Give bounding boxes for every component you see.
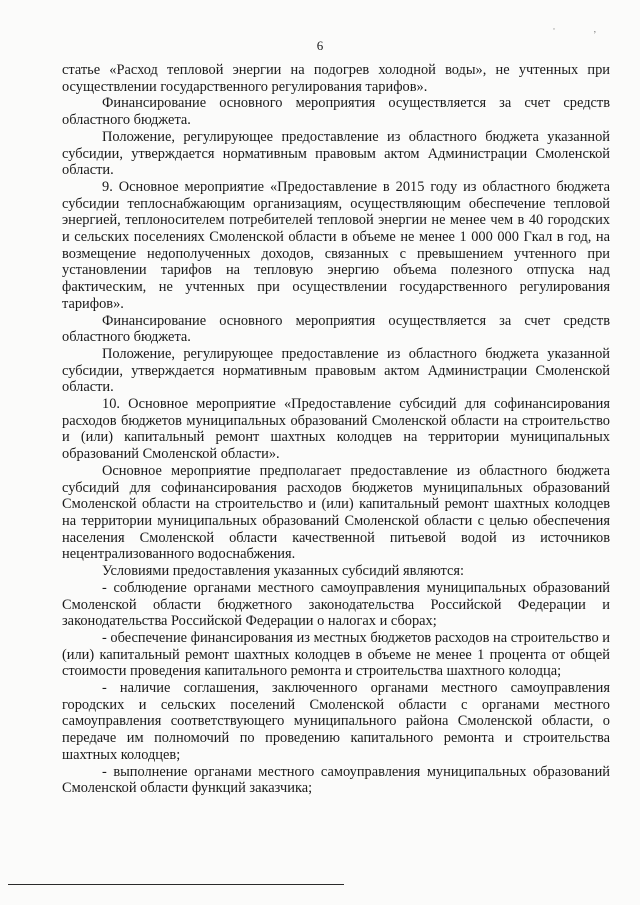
footer-rule — [8, 884, 344, 885]
paragraph-financing-2: Финансирование основного мероприятия осуществляется за счет средств областного бюджета. — [62, 312, 610, 346]
list-item-condition-3: - наличие соглашения, заключенного органами местного самоуправления городских и сельских поселений Смоленской области с органами местного самоуправления соответствующего муниципального района Смоленской области, о передаче им полномочий по проведению капитального ремонта и строительства шахтных колодцев; — [62, 680, 610, 763]
document-body — [62, 62, 610, 797]
list-item-condition-2: - обеспечение финансирования из местных бюджетов расходов на строительство и (или) капитальный ремонт шахтных колодцев в объеме не менее 1 процента от общей стоимости проведения капитального ремонта и строительства шахтного колодца; — [62, 629, 610, 680]
paragraph-conditions-heading: Условиями предоставления указанных субсидий являются: — [102, 563, 465, 580]
paragraph-regulation-2: Положение, регулирующее предоставление из областного бюджета указанной субсидии, утверждается нормативным правовым актом Администрации Смоленской области. — [62, 345, 610, 396]
page-number: 6 — [316, 38, 324, 53]
paragraph-measure-10: 10. Основное мероприятие «Предоставление субсидий для софинансирования расходов бюджетов муниципальных образований Смоленской области на строительство и (или) капитальный ремонт шахтных колодцев на территории муниципальных образований Смоленской области». — [62, 396, 610, 463]
list-item-condition-4: - выполнение органами местного самоуправления муниципальных образований Смоленской области функций заказчика; — [62, 763, 610, 797]
list-item-condition-1: - соблюдение органами местного самоуправления муниципальных образований Смоленской области бюджетного законодательства Российской Федерации и законодательства Российской Федерации о налогах и сборах; — [62, 579, 610, 630]
scan-specks: · , — [552, 24, 614, 34]
paragraph-measure-description: Основное мероприятие предполагает предоставление из областного бюджета субсидий для софинансирования расходов бюджетов муниципальных образований Смоленской области на строительство и (или) капитальный ремонт шахтных колодцев на территории муниципальных образований Смоленской области с целью обеспечения населения Смоленской области качественной питьевой водой из источников нецентрализованного водоснабжения. — [62, 462, 610, 563]
paragraph-regulation: Положение, регулирующее предоставление из областного бюджета указанной субсидии, утверждается нормативным правовым актом Администрации Смоленской области. — [62, 128, 610, 179]
paragraph-measure-9: 9. Основное мероприятие «Предоставление в 2015 году из областного бюджета субсидии теплоснабжающим организациям, осуществляющим обеспечение тепловой энергией, теплоносителем потребителей тепловой энергии не менее чем в 40 городских и сельских поселениях Смоленской области в объеме не менее 1 000 000 Гкал в год, на возмещение недополученных доходов, связанных с превышением учтенного при установлении тарифов на тепловую энергию объема полезного отпуска над фактическим, не учтенных при осуществлении государственного регулирования тарифов». — [62, 178, 610, 312]
paragraph-financing: Финансирование основного мероприятия осуществляется за счет средств областного бюджета. — [62, 95, 610, 129]
paragraph-continuation: статье «Расход тепловой энергии на подогрев холодной воды», не учтенных при осуществлении государственного регулирования тарифов». — [62, 62, 610, 95]
